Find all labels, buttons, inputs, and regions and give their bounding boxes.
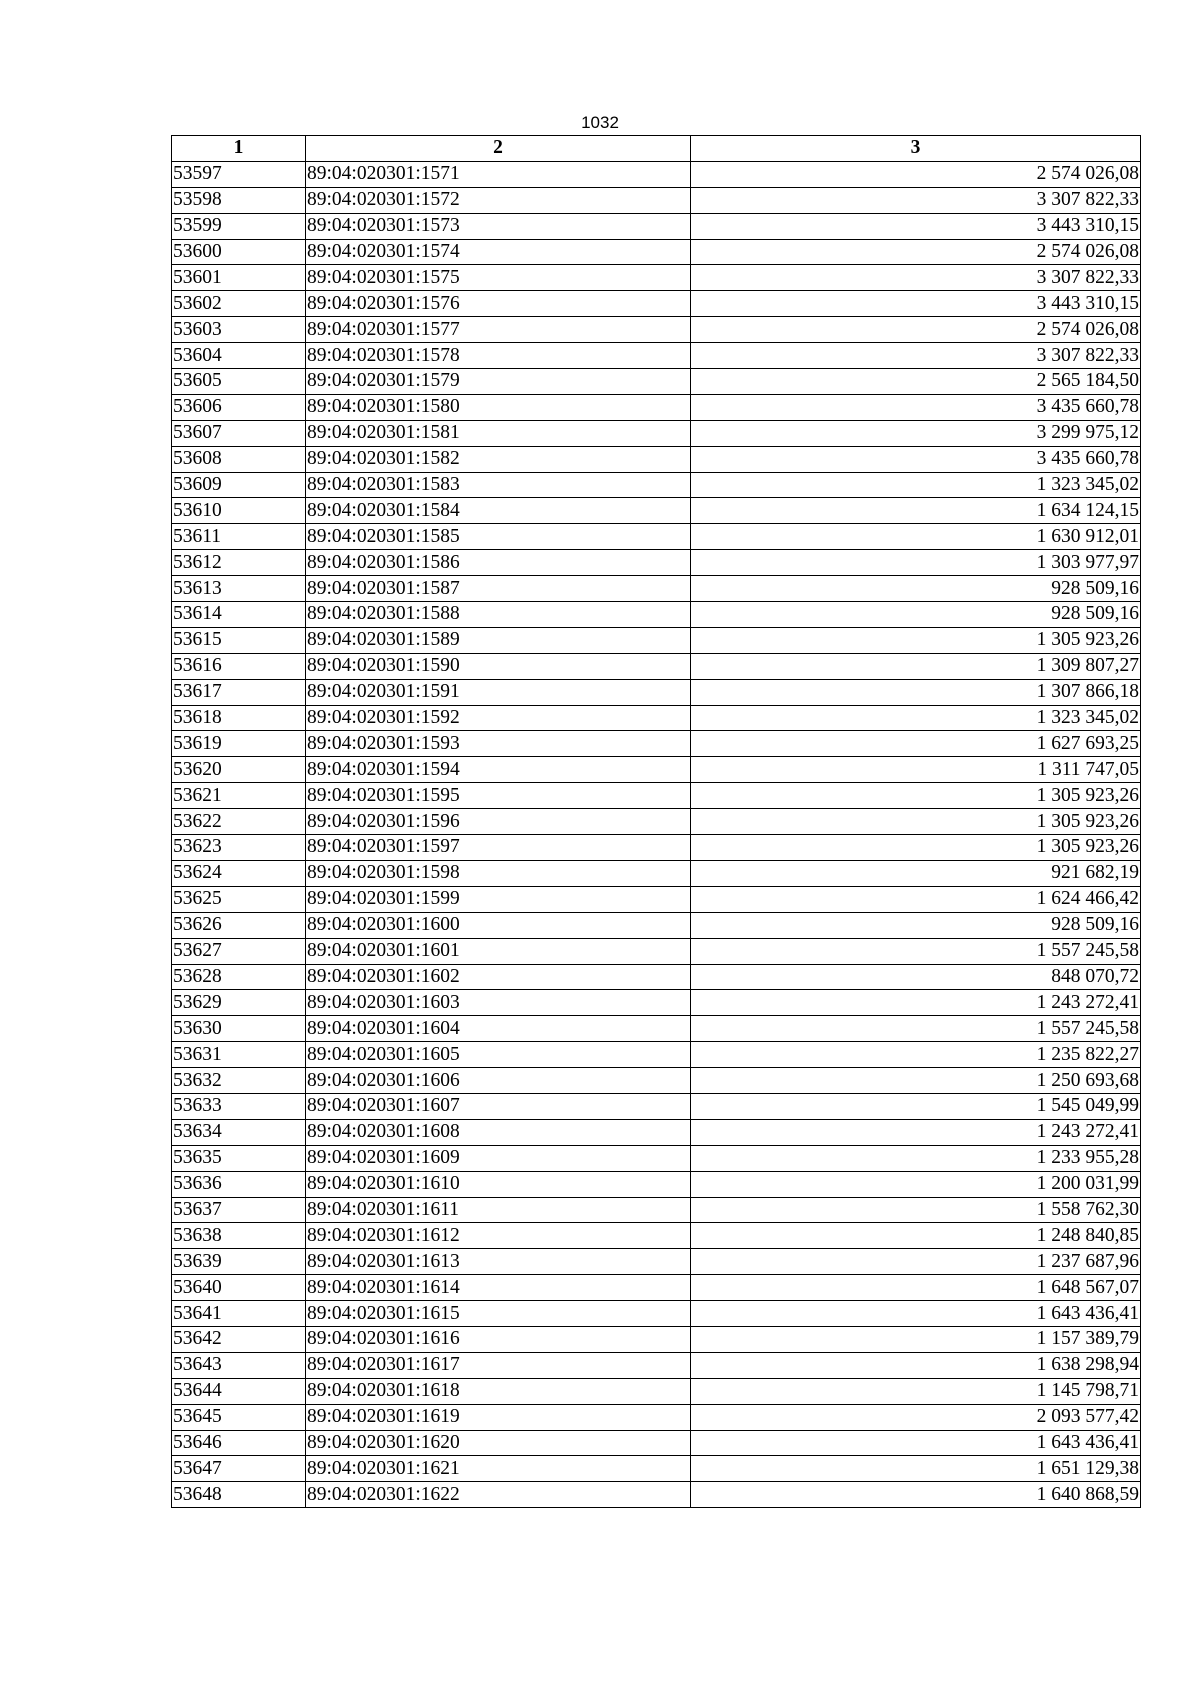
- cadastral-number-cell: 89:04:020301:1596: [306, 809, 691, 835]
- cadastral-number-cell: 89:04:020301:1574: [306, 239, 691, 265]
- table-row: [172, 938, 1141, 964]
- cadastral-number-cell: 89:04:020301:1592: [306, 705, 691, 731]
- row-number-cell: 53629: [172, 990, 306, 1016]
- cadastral-number-cell: 89:04:020301:1578: [306, 343, 691, 369]
- row-number-cell: 53639: [172, 1249, 306, 1275]
- cadastral-value-cell: 1 323 345,02: [691, 705, 1141, 731]
- row-number-cell: 53625: [172, 886, 306, 912]
- table-row: [172, 1093, 1141, 1119]
- cadastral-value-cell: 2 093 577,42: [691, 1404, 1141, 1430]
- row-number-cell: 53621: [172, 783, 306, 809]
- table-row: [172, 420, 1141, 446]
- table-row: [172, 161, 1141, 187]
- table-row: [172, 653, 1141, 679]
- cadastral-number-cell: 89:04:020301:1622: [306, 1482, 691, 1508]
- row-number-cell: 53627: [172, 938, 306, 964]
- row-number-cell: 53644: [172, 1378, 306, 1404]
- cadastral-number-cell: 89:04:020301:1612: [306, 1223, 691, 1249]
- cadastral-number-cell: 89:04:020301:1602: [306, 964, 691, 990]
- cadastral-value-cell: 1 200 031,99: [691, 1171, 1141, 1197]
- table-row: [172, 1326, 1141, 1352]
- row-number-cell: 53597: [172, 161, 306, 187]
- cadastral-value-cell: 1 627 693,25: [691, 731, 1141, 757]
- cadastral-value-cell: 928 509,16: [691, 576, 1141, 602]
- cadastral-value-cell: 2 574 026,08: [691, 317, 1141, 343]
- table-row: [172, 990, 1141, 1016]
- table-row: [172, 835, 1141, 861]
- cadastral-value-cell: 1 557 245,58: [691, 1016, 1141, 1042]
- table-row: [172, 317, 1141, 343]
- table-row: [172, 291, 1141, 317]
- cadastral-value-cell: 1 309 807,27: [691, 653, 1141, 679]
- cadastral-number-cell: 89:04:020301:1577: [306, 317, 691, 343]
- row-number-cell: 53641: [172, 1301, 306, 1327]
- cadastral-number-cell: 89:04:020301:1590: [306, 653, 691, 679]
- table-body: [172, 161, 1141, 1507]
- row-number-cell: 53640: [172, 1275, 306, 1301]
- cadastral-number-cell: 89:04:020301:1581: [306, 420, 691, 446]
- cadastral-value-cell: 1 630 912,01: [691, 524, 1141, 550]
- cadastral-value-cell: 848 070,72: [691, 964, 1141, 990]
- row-number-cell: 53605: [172, 369, 306, 395]
- cadastral-number-cell: 89:04:020301:1610: [306, 1171, 691, 1197]
- row-number-cell: 53646: [172, 1430, 306, 1456]
- cadastral-value-cell: 1 145 798,71: [691, 1378, 1141, 1404]
- row-number-cell: 53637: [172, 1197, 306, 1223]
- column-header-1: 1: [172, 136, 306, 162]
- row-number-cell: 53622: [172, 809, 306, 835]
- row-number-cell: 53618: [172, 705, 306, 731]
- cadastral-value-table: [171, 135, 1141, 1508]
- cadastral-number-cell: 89:04:020301:1572: [306, 187, 691, 213]
- cadastral-number-cell: 89:04:020301:1616: [306, 1326, 691, 1352]
- cadastral-value-cell: 3 443 310,15: [691, 291, 1141, 317]
- table-row: [172, 1068, 1141, 1094]
- row-number-cell: 53635: [172, 1145, 306, 1171]
- row-number-cell: 53626: [172, 912, 306, 938]
- cadastral-value-cell: 1 243 272,41: [691, 1119, 1141, 1145]
- table-row: [172, 886, 1141, 912]
- cadastral-value-cell: 1 235 822,27: [691, 1042, 1141, 1068]
- cadastral-value-cell: 3 299 975,12: [691, 420, 1141, 446]
- row-number-cell: 53624: [172, 860, 306, 886]
- cadastral-value-cell: 1 558 762,30: [691, 1197, 1141, 1223]
- row-number-cell: 53603: [172, 317, 306, 343]
- cadastral-value-cell: 1 640 868,59: [691, 1482, 1141, 1508]
- cadastral-number-cell: 89:04:020301:1595: [306, 783, 691, 809]
- row-number-cell: 53634: [172, 1119, 306, 1145]
- cadastral-number-cell: 89:04:020301:1594: [306, 757, 691, 783]
- table-row: [172, 576, 1141, 602]
- table-row: [172, 860, 1141, 886]
- page-number: 1032: [581, 113, 619, 132]
- cadastral-value-cell: 1 303 977,97: [691, 550, 1141, 576]
- table-row: [172, 446, 1141, 472]
- cadastral-number-cell: 89:04:020301:1584: [306, 498, 691, 524]
- row-number-cell: 53631: [172, 1042, 306, 1068]
- cadastral-number-cell: 89:04:020301:1611: [306, 1197, 691, 1223]
- table-row: [172, 498, 1141, 524]
- column-header-3: 3: [691, 136, 1141, 162]
- table-row: [172, 1275, 1141, 1301]
- table-row: [172, 1223, 1141, 1249]
- row-number-cell: 53638: [172, 1223, 306, 1249]
- table-row: [172, 1404, 1141, 1430]
- cadastral-value-cell: 1 243 272,41: [691, 990, 1141, 1016]
- table-row: [172, 1171, 1141, 1197]
- column-header-2: 2: [306, 136, 691, 162]
- table-row: [172, 627, 1141, 653]
- row-number-cell: 53612: [172, 550, 306, 576]
- table-row: [172, 731, 1141, 757]
- row-number-cell: 53604: [172, 343, 306, 369]
- cadastral-number-cell: 89:04:020301:1604: [306, 1016, 691, 1042]
- cadastral-value-cell: 2 574 026,08: [691, 239, 1141, 265]
- cadastral-number-cell: 89:04:020301:1615: [306, 1301, 691, 1327]
- table-row: [172, 783, 1141, 809]
- cadastral-value-cell: 1 248 840,85: [691, 1223, 1141, 1249]
- cadastral-number-cell: 89:04:020301:1618: [306, 1378, 691, 1404]
- cadastral-number-cell: 89:04:020301:1575: [306, 265, 691, 291]
- row-number-cell: 53611: [172, 524, 306, 550]
- cadastral-value-cell: 1 305 923,26: [691, 809, 1141, 835]
- cadastral-value-cell: 1 157 389,79: [691, 1326, 1141, 1352]
- row-number-cell: 53613: [172, 576, 306, 602]
- table-row: [172, 239, 1141, 265]
- cadastral-number-cell: 89:04:020301:1573: [306, 213, 691, 239]
- row-number-cell: 53614: [172, 602, 306, 628]
- row-number-cell: 53632: [172, 1068, 306, 1094]
- table-row: [172, 809, 1141, 835]
- cadastral-number-cell: 89:04:020301:1589: [306, 627, 691, 653]
- cadastral-number-cell: 89:04:020301:1586: [306, 550, 691, 576]
- cadastral-number-cell: 89:04:020301:1597: [306, 835, 691, 861]
- cadastral-number-cell: 89:04:020301:1588: [306, 602, 691, 628]
- cadastral-value-cell: 928 509,16: [691, 912, 1141, 938]
- table-row: [172, 757, 1141, 783]
- row-number-cell: 53643: [172, 1352, 306, 1378]
- cadastral-value-cell: 1 643 436,41: [691, 1430, 1141, 1456]
- cadastral-number-cell: 89:04:020301:1598: [306, 860, 691, 886]
- table-row: [172, 394, 1141, 420]
- cadastral-value-cell: 1 648 567,07: [691, 1275, 1141, 1301]
- table-row: [172, 1197, 1141, 1223]
- table-row: [172, 1301, 1141, 1327]
- cadastral-value-cell: 1 307 866,18: [691, 679, 1141, 705]
- cadastral-number-cell: 89:04:020301:1571: [306, 161, 691, 187]
- cadastral-number-cell: 89:04:020301:1607: [306, 1093, 691, 1119]
- cadastral-number-cell: 89:04:020301:1614: [306, 1275, 691, 1301]
- cadastral-value-cell: 1 305 923,26: [691, 783, 1141, 809]
- row-number-cell: 53636: [172, 1171, 306, 1197]
- row-number-cell: 53616: [172, 653, 306, 679]
- table-row: [172, 1352, 1141, 1378]
- table-row: [172, 187, 1141, 213]
- cadastral-number-cell: 89:04:020301:1603: [306, 990, 691, 1016]
- cadastral-number-cell: 89:04:020301:1609: [306, 1145, 691, 1171]
- cadastral-value-cell: 1 305 923,26: [691, 627, 1141, 653]
- cadastral-value-cell: 1 643 436,41: [691, 1301, 1141, 1327]
- cadastral-number-cell: 89:04:020301:1580: [306, 394, 691, 420]
- row-number-cell: 53630: [172, 1016, 306, 1042]
- row-number-cell: 53598: [172, 187, 306, 213]
- cadastral-number-cell: 89:04:020301:1587: [306, 576, 691, 602]
- table-row: [172, 1016, 1141, 1042]
- cadastral-value-cell: 1 305 923,26: [691, 835, 1141, 861]
- cadastral-number-cell: 89:04:020301:1576: [306, 291, 691, 317]
- cadastral-value-cell: 1 651 129,38: [691, 1456, 1141, 1482]
- row-number-cell: 53607: [172, 420, 306, 446]
- cadastral-number-cell: 89:04:020301:1582: [306, 446, 691, 472]
- row-number-cell: 53601: [172, 265, 306, 291]
- row-number-cell: 53633: [172, 1093, 306, 1119]
- cadastral-number-cell: 89:04:020301:1591: [306, 679, 691, 705]
- row-number-cell: 53628: [172, 964, 306, 990]
- row-number-cell: 53645: [172, 1404, 306, 1430]
- cadastral-value-cell: 3 435 660,78: [691, 446, 1141, 472]
- row-number-cell: 53610: [172, 498, 306, 524]
- row-number-cell: 53648: [172, 1482, 306, 1508]
- cadastral-number-cell: 89:04:020301:1608: [306, 1119, 691, 1145]
- cadastral-number-cell: 89:04:020301:1585: [306, 524, 691, 550]
- row-number-cell: 53600: [172, 239, 306, 265]
- table-row: [172, 524, 1141, 550]
- cadastral-value-cell: 928 509,16: [691, 602, 1141, 628]
- cadastral-value-cell: 3 307 822,33: [691, 187, 1141, 213]
- cadastral-value-cell: 1 557 245,58: [691, 938, 1141, 964]
- table-row: [172, 550, 1141, 576]
- cadastral-value-cell: 1 237 687,96: [691, 1249, 1141, 1275]
- row-number-cell: 53602: [172, 291, 306, 317]
- table-row: [172, 472, 1141, 498]
- cadastral-number-cell: 89:04:020301:1621: [306, 1456, 691, 1482]
- row-number-cell: 53647: [172, 1456, 306, 1482]
- cadastral-number-cell: 89:04:020301:1583: [306, 472, 691, 498]
- table-row: [172, 1482, 1141, 1508]
- cadastral-value-cell: 1 233 955,28: [691, 1145, 1141, 1171]
- cadastral-number-cell: 89:04:020301:1600: [306, 912, 691, 938]
- cadastral-value-cell: 1 311 747,05: [691, 757, 1141, 783]
- table-row: [172, 1456, 1141, 1482]
- table-row: [172, 679, 1141, 705]
- table-row: [172, 1145, 1141, 1171]
- row-number-cell: 53615: [172, 627, 306, 653]
- table-row: [172, 213, 1141, 239]
- cadastral-number-cell: 89:04:020301:1579: [306, 369, 691, 395]
- cadastral-value-cell: 1 634 124,15: [691, 498, 1141, 524]
- table-row: [172, 964, 1141, 990]
- cadastral-value-cell: 1 250 693,68: [691, 1068, 1141, 1094]
- table-row: [172, 1042, 1141, 1068]
- cadastral-number-cell: 89:04:020301:1619: [306, 1404, 691, 1430]
- cadastral-value-cell: 2 565 184,50: [691, 369, 1141, 395]
- row-number-cell: 53599: [172, 213, 306, 239]
- cadastral-value-cell: 1 638 298,94: [691, 1352, 1141, 1378]
- cadastral-number-cell: 89:04:020301:1601: [306, 938, 691, 964]
- cadastral-number-cell: 89:04:020301:1605: [306, 1042, 691, 1068]
- cadastral-number-cell: 89:04:020301:1617: [306, 1352, 691, 1378]
- table-row: [172, 1430, 1141, 1456]
- cadastral-value-cell: 2 574 026,08: [691, 161, 1141, 187]
- cadastral-value-cell: 3 307 822,33: [691, 343, 1141, 369]
- row-number-cell: 53608: [172, 446, 306, 472]
- table-row: [172, 369, 1141, 395]
- row-number-cell: 53620: [172, 757, 306, 783]
- row-number-cell: 53619: [172, 731, 306, 757]
- cadastral-value-cell: 921 682,19: [691, 860, 1141, 886]
- table-row: [172, 1119, 1141, 1145]
- row-number-cell: 53617: [172, 679, 306, 705]
- row-number-cell: 53642: [172, 1326, 306, 1352]
- table-row: [172, 912, 1141, 938]
- cadastral-value-cell: 1 323 345,02: [691, 472, 1141, 498]
- cadastral-value-cell: 3 435 660,78: [691, 394, 1141, 420]
- cadastral-value-cell: 3 443 310,15: [691, 213, 1141, 239]
- cadastral-number-cell: 89:04:020301:1620: [306, 1430, 691, 1456]
- row-number-cell: 53606: [172, 394, 306, 420]
- row-number-cell: 53609: [172, 472, 306, 498]
- table-row: [172, 705, 1141, 731]
- table-row: [172, 1249, 1141, 1275]
- cadastral-number-cell: 89:04:020301:1606: [306, 1068, 691, 1094]
- cadastral-value-cell: 1 624 466,42: [691, 886, 1141, 912]
- table-row: [172, 1378, 1141, 1404]
- cadastral-number-cell: 89:04:020301:1593: [306, 731, 691, 757]
- table-row: [172, 265, 1141, 291]
- table-row: [172, 602, 1141, 628]
- row-number-cell: 53623: [172, 835, 306, 861]
- cadastral-value-cell: 1 545 049,99: [691, 1093, 1141, 1119]
- table-row: [172, 343, 1141, 369]
- cadastral-value-cell: 3 307 822,33: [691, 265, 1141, 291]
- cadastral-number-cell: 89:04:020301:1599: [306, 886, 691, 912]
- cadastral-number-cell: 89:04:020301:1613: [306, 1249, 691, 1275]
- table-header-row: [172, 136, 1141, 162]
